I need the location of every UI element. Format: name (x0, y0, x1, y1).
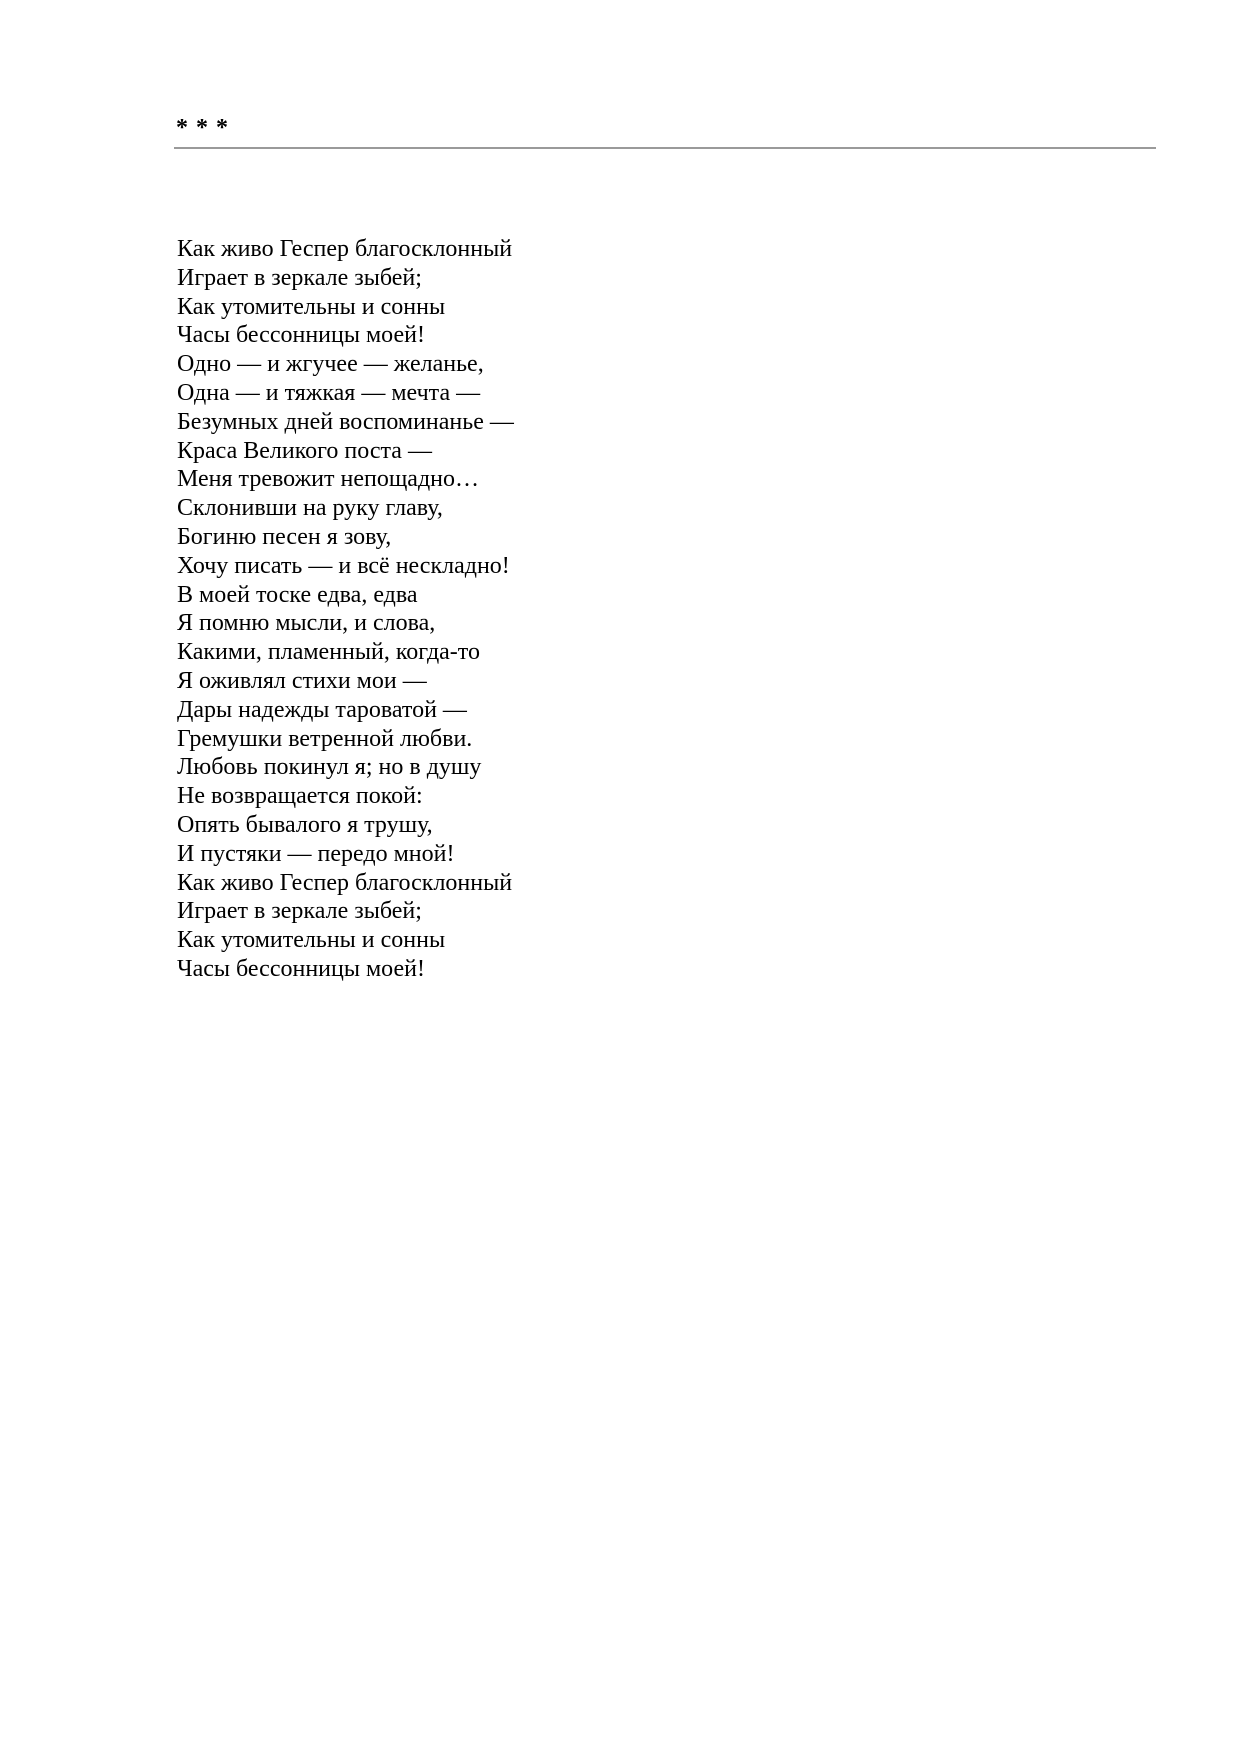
poem-line: Склонивши на руку главу, (177, 495, 443, 522)
poem-line: Опять бывалого я трушу, (177, 811, 433, 838)
poem-line: Безумных дней воспоминанье — (177, 408, 514, 435)
poem-line: Играет в зеркале зыбей; (177, 264, 422, 291)
poem-line: Часы бессонницы моей! (177, 322, 425, 349)
poem-line: И пустяки — передо мной! (177, 840, 455, 867)
poem-line: Одно — и жгучее — желанье, (177, 351, 484, 378)
poem-line: Любовь покинул я; но в душу (177, 754, 482, 781)
poem-line: Богиню песен я зову, (177, 523, 392, 550)
poem-line: Я оживлял стихи мои — (177, 667, 427, 694)
poem-line: Хочу писать — и всё нескладно! (177, 552, 510, 579)
poem-line: Одна — и тяжкая — мечта — (177, 379, 481, 406)
poem-text (177, 235, 514, 984)
poem-line: Дары надежды тароватой — (177, 696, 467, 723)
poem-line: Какими, пламенный, когда-то (177, 639, 480, 666)
poem-line: Играет в зеркале зыбей; (177, 898, 422, 925)
poem-line: Как утомительны и сонны (177, 927, 446, 954)
poem-line: Не возвращается покой: (177, 783, 423, 810)
poem-line: Краса Великого поста — (177, 437, 432, 464)
poem-line: В моей тоске едва, едва (177, 581, 418, 608)
poem-line: Как утомительны и сонны (177, 293, 446, 320)
heading-divider (174, 147, 1156, 149)
poem-line: Меня тревожит непощадно… (177, 466, 480, 493)
poem-line: Часы бессонницы моей! (177, 955, 425, 982)
poem-line: Как живо Геспер благосклонный (177, 869, 513, 896)
poem-line: Гремушки ветренной любви. (177, 725, 473, 752)
poem-line: Как живо Геспер благосклонный (177, 236, 513, 262)
poem-line: Я помню мысли, и слова, (177, 610, 436, 637)
section-heading: * * * (176, 115, 229, 141)
